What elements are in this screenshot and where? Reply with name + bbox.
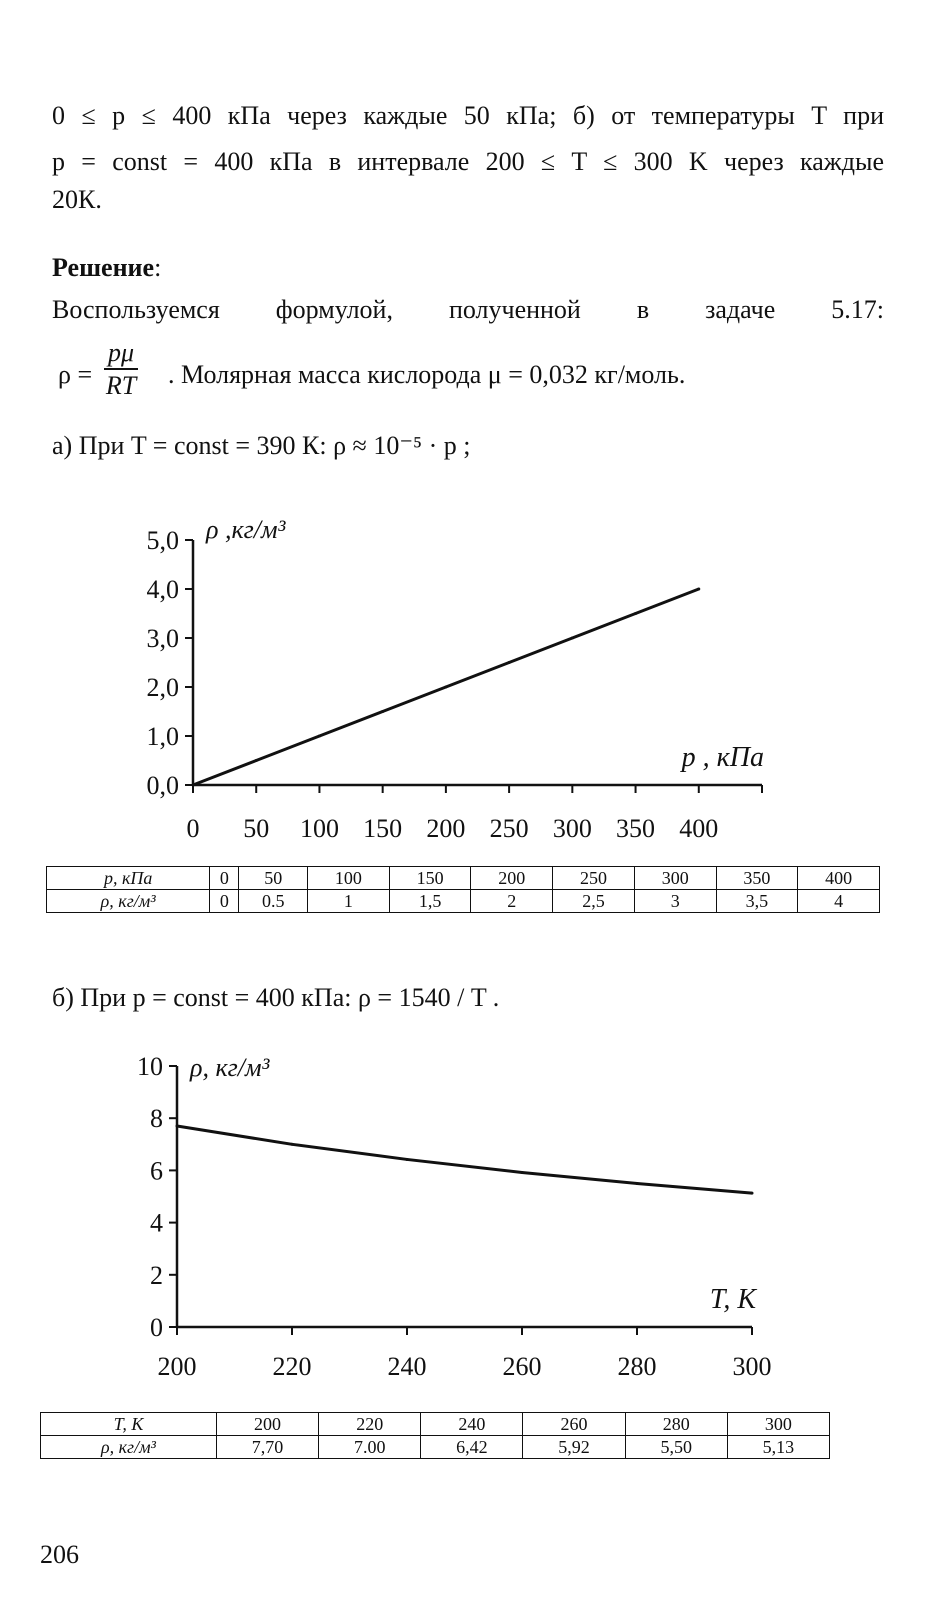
table-cell: 150 bbox=[389, 867, 471, 890]
table-cell: 350 bbox=[716, 867, 798, 890]
table-row-header: ρ, кг/м³ bbox=[47, 890, 210, 913]
text-line-2: p = const = 400 кПа в интервале 200 ≤ T ≤ 300 K через каждые bbox=[52, 147, 884, 176]
data-point bbox=[255, 759, 258, 762]
x-tick-label: 150 bbox=[363, 814, 403, 843]
part-a-text: а) При T = const = 390 К: ρ ≈ 10⁻⁵ · p ; bbox=[52, 431, 471, 460]
formula-numerator: pμ bbox=[104, 338, 138, 370]
table-density-vs-temperature bbox=[40, 1412, 830, 1459]
table-cell: 1 bbox=[308, 890, 390, 913]
solution-heading: Решение bbox=[52, 253, 155, 282]
table-cell: 4 bbox=[798, 890, 880, 913]
text-line-4: Воспользуемся формулой, полученной в задаче 5.17: bbox=[52, 295, 884, 324]
table-cell: 240 bbox=[421, 1413, 523, 1436]
data-point bbox=[381, 710, 384, 713]
table-row bbox=[41, 1436, 830, 1459]
table-cell: 50 bbox=[239, 867, 308, 890]
data-line bbox=[177, 1126, 752, 1193]
x-axis-label: p , кПа bbox=[681, 742, 764, 773]
table-cell: 300 bbox=[727, 1413, 829, 1436]
x-tick-label: 100 bbox=[299, 814, 339, 843]
y-tick-label: 0 bbox=[150, 1313, 163, 1342]
solution-heading-line bbox=[52, 250, 161, 286]
formula-lhs: ρ = bbox=[58, 360, 93, 389]
table-cell: 1,5 bbox=[389, 890, 471, 913]
solution-colon: : bbox=[154, 253, 162, 282]
formula-fraction bbox=[104, 338, 138, 402]
x-tick-label: 200 bbox=[426, 814, 466, 843]
table-cell: 400 bbox=[798, 867, 880, 890]
x-tick-label: 300 bbox=[552, 814, 592, 843]
data-point bbox=[291, 1143, 294, 1146]
x-tick-label: 250 bbox=[489, 814, 529, 843]
table-cell: 200 bbox=[471, 867, 553, 890]
x-tick-label: 350 bbox=[616, 814, 656, 843]
data-point bbox=[571, 637, 574, 640]
table-cell: 200 bbox=[216, 1413, 318, 1436]
table-cell: 7,70 bbox=[216, 1436, 318, 1459]
formula-denominator: RT bbox=[105, 371, 137, 400]
table-row-header: T, К bbox=[41, 1413, 217, 1436]
data-point bbox=[508, 661, 511, 664]
part-b-text: б) При p = const = 400 кПа: ρ = 1540 / T . bbox=[52, 983, 500, 1012]
table-cell: 0.5 bbox=[239, 890, 308, 913]
data-point bbox=[697, 588, 700, 591]
data-point bbox=[318, 735, 321, 738]
y-tick-label: 4 bbox=[150, 1208, 163, 1238]
x-tick-label: 400 bbox=[679, 814, 719, 843]
x-tick-label: 50 bbox=[243, 814, 270, 843]
y-tick-label: 2 bbox=[150, 1260, 163, 1290]
table-cell: 100 bbox=[308, 867, 390, 890]
y-tick-label: 2,0 bbox=[146, 673, 179, 702]
data-point bbox=[176, 1125, 179, 1128]
text-line-3: 20К. bbox=[52, 185, 102, 214]
table-cell: 3 bbox=[634, 890, 716, 913]
table-row-header: ρ, кг/м³ bbox=[41, 1436, 217, 1459]
data-point bbox=[192, 784, 195, 787]
table-cell: 260 bbox=[523, 1413, 625, 1436]
table-row bbox=[47, 890, 880, 913]
data-point bbox=[521, 1171, 524, 1174]
y-tick-label: 8 bbox=[150, 1104, 163, 1134]
x-tick-label: 200 bbox=[157, 1352, 197, 1381]
table-cell: 0 bbox=[210, 890, 239, 913]
table-cell: 0 bbox=[210, 867, 239, 890]
text-line-1: 0 ≤ p ≤ 400 кПа через каждые 50 кПа; б) от температуры T при bbox=[52, 101, 884, 130]
y-tick-label: 5,0 bbox=[146, 526, 179, 555]
table-cell: 5,13 bbox=[727, 1436, 829, 1459]
y-tick-label: 4,0 bbox=[146, 575, 179, 604]
table-cell: 280 bbox=[625, 1413, 727, 1436]
y-axis-label: ρ ,кг/м³ bbox=[206, 515, 286, 544]
table-cell: 220 bbox=[319, 1413, 421, 1436]
y-tick-label: 0,0 bbox=[146, 771, 179, 800]
table-density-vs-pressure bbox=[46, 866, 880, 913]
table-cell: 2,5 bbox=[553, 890, 635, 913]
table-cell: 6,42 bbox=[421, 1436, 523, 1459]
y-tick-label: 3,0 bbox=[146, 624, 179, 653]
table-row-header: p, кПа bbox=[47, 867, 210, 890]
table-cell: 5,92 bbox=[523, 1436, 625, 1459]
table-cell: 300 bbox=[634, 867, 716, 890]
x-tick-label: 300 bbox=[732, 1352, 772, 1381]
data-point bbox=[406, 1158, 409, 1161]
table-row bbox=[47, 867, 880, 890]
data-point bbox=[751, 1192, 754, 1195]
data-point bbox=[636, 1182, 639, 1185]
x-tick-label: 220 bbox=[272, 1352, 312, 1381]
y-axis-label: ρ, кг/м³ bbox=[190, 1053, 270, 1082]
y-tick-label: 6 bbox=[150, 1156, 163, 1186]
table-cell: 2 bbox=[471, 890, 553, 913]
y-tick-label: 10 bbox=[137, 1052, 163, 1081]
table-cell: 3,5 bbox=[716, 890, 798, 913]
chart-density-vs-temperature bbox=[0, 1040, 934, 1410]
x-tick-label: 280 bbox=[617, 1352, 657, 1381]
chart-density-vs-pressure bbox=[0, 500, 934, 860]
x-axis-label: T, K bbox=[709, 1284, 756, 1315]
data-point bbox=[444, 686, 447, 689]
x-tick-label: 240 bbox=[387, 1352, 427, 1381]
table-row bbox=[41, 1413, 830, 1436]
formula-rest: . Молярная масса кислорода μ = 0,032 кг/моль. bbox=[168, 360, 686, 389]
y-tick-label: 1,0 bbox=[146, 722, 179, 751]
table-cell: 250 bbox=[553, 867, 635, 890]
table-cell: 5,50 bbox=[625, 1436, 727, 1459]
x-tick-label: 0 bbox=[186, 814, 200, 843]
table-cell: 7.00 bbox=[319, 1436, 421, 1459]
x-tick-label: 260 bbox=[502, 1352, 542, 1381]
data-point bbox=[634, 612, 637, 615]
page-number: 206 bbox=[40, 1540, 79, 1569]
